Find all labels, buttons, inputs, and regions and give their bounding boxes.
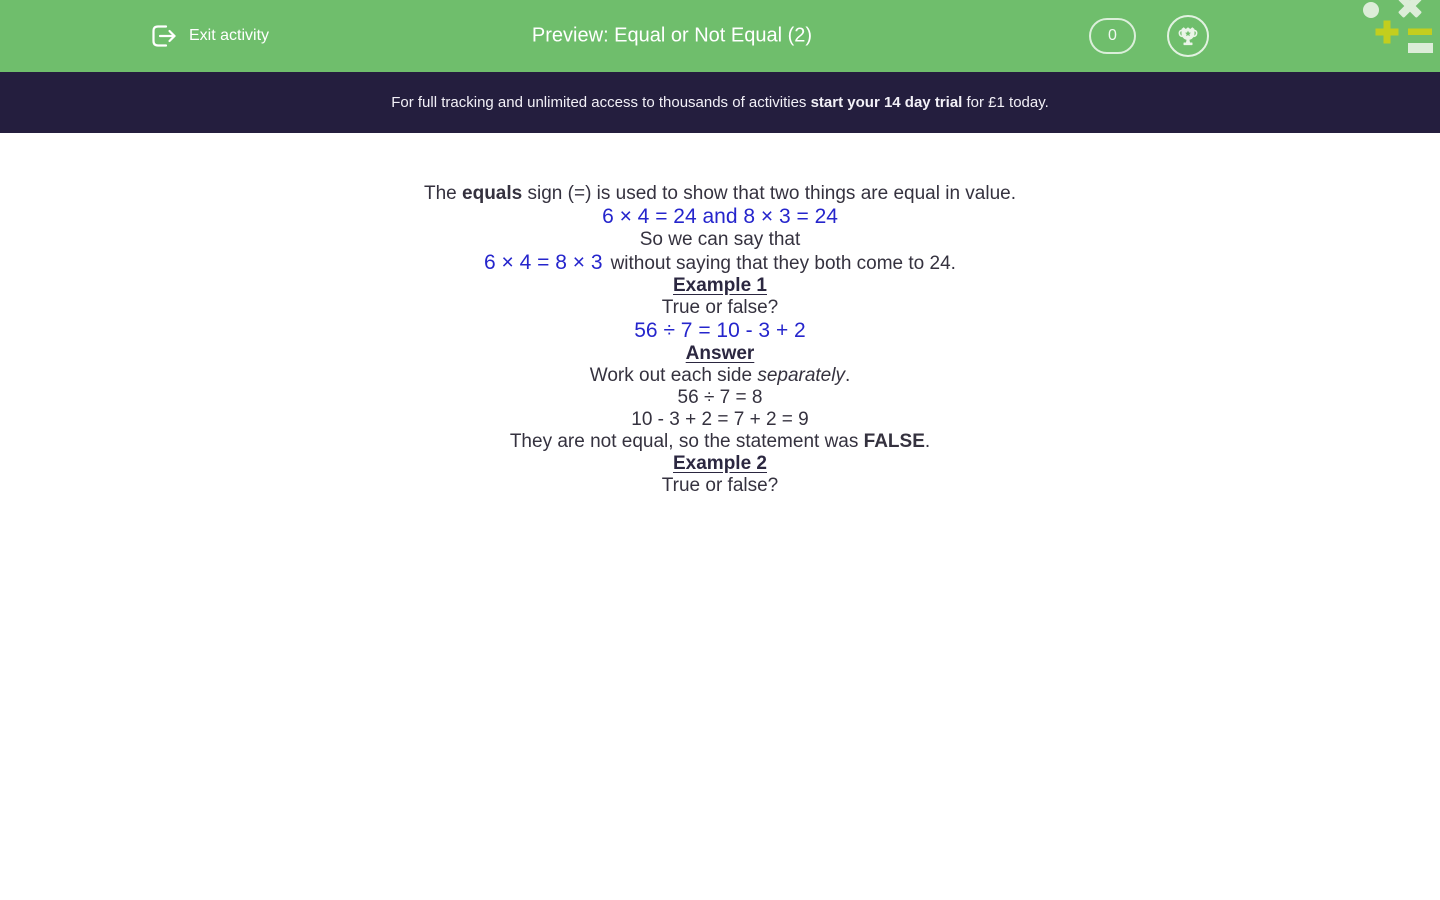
working-line-2: 10 - 3 + 2 = 7 + 2 = 9 bbox=[631, 409, 809, 430]
logo-multiply-icon bbox=[1392, 0, 1429, 24]
equation-both-line: 6 × 4 = 24 and 8 × 3 = 24 bbox=[602, 205, 838, 228]
equation-short: 6 × 4 = 8 × 3 bbox=[484, 251, 603, 274]
score-value: 0 bbox=[1108, 27, 1117, 44]
app-header bbox=[0, 0, 1440, 72]
trial-banner-bold: start your 14 day trial bbox=[810, 94, 963, 111]
conclusion-false: FALSE bbox=[863, 431, 925, 452]
exit-activity-label: Exit activity bbox=[189, 27, 270, 44]
trial-banner bbox=[0, 72, 1440, 133]
lesson-content bbox=[0, 133, 1440, 497]
example-2-question: True or false? bbox=[661, 475, 779, 496]
exit-icon bbox=[148, 22, 178, 50]
example-1-question: True or false? bbox=[661, 297, 779, 318]
trophy-icon bbox=[1176, 24, 1200, 48]
exit-activity-button[interactable] bbox=[148, 0, 269, 72]
trophy-button[interactable] bbox=[1167, 15, 1209, 57]
answer-work-line: Work out each side separately. bbox=[589, 365, 851, 386]
trial-banner-text: For full tracking and unlimited access to thousands of activities start your 14 day trial for £1 today. bbox=[391, 94, 1049, 111]
logo-equals-icon bbox=[1408, 29, 1433, 54]
example-2-heading: Example 2 bbox=[673, 453, 767, 474]
intro-line: The equals sign (=) is used to show that two things are equal in value. bbox=[424, 183, 1016, 204]
example-1-heading: Example 1 bbox=[673, 275, 767, 296]
page-title: Preview: Equal or Not Equal (2) bbox=[531, 24, 813, 47]
logo-plus-icon bbox=[1376, 21, 1399, 44]
working-line-1: 56 ÷ 7 = 8 bbox=[677, 387, 763, 408]
conclusion-line: They are not equal, so the statement was FALSE. bbox=[509, 431, 931, 452]
example-1-statement: 56 ÷ 7 = 10 - 3 + 2 bbox=[634, 319, 806, 342]
answer-heading: Answer bbox=[685, 343, 755, 364]
logo-dot-icon bbox=[1363, 2, 1379, 18]
so-we-can-say-line: So we can say that bbox=[639, 229, 801, 250]
equation-short-line: 6 × 4 = 8 × 3 without saying that they both come to 24. bbox=[484, 251, 956, 274]
score-badge bbox=[1089, 18, 1136, 54]
brand-logo bbox=[1360, 0, 1440, 66]
